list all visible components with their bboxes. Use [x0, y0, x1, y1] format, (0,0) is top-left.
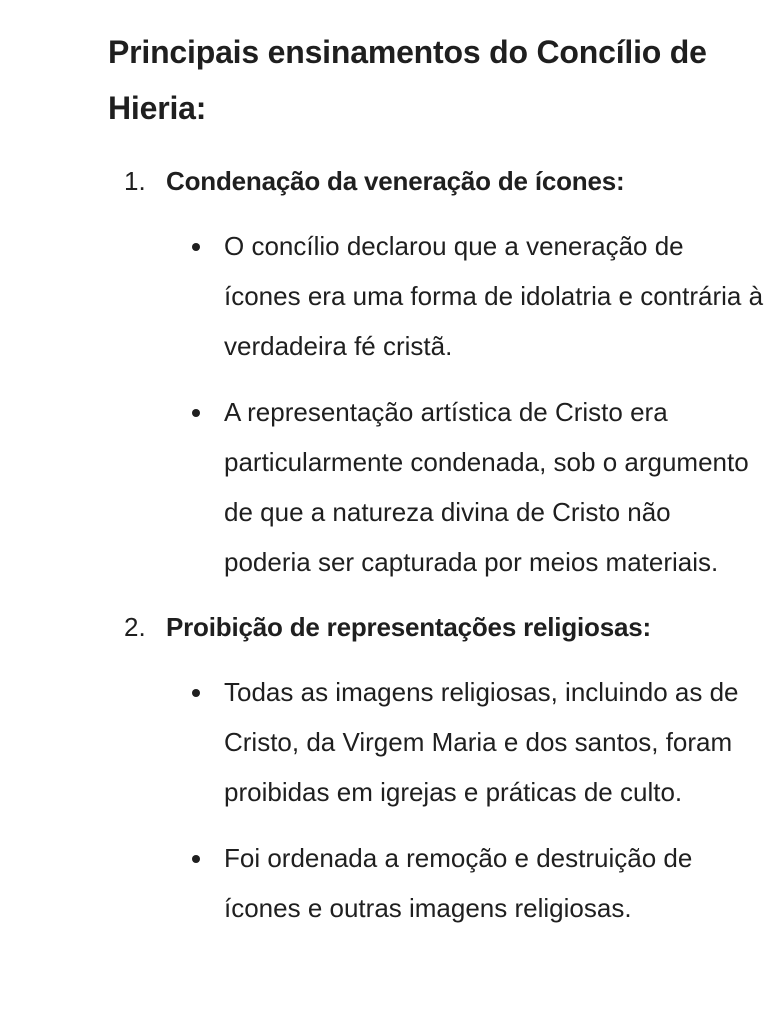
teaching-title: Proibição de representações religiosas:: [166, 612, 651, 642]
teaching-bullets: [108, 667, 768, 933]
bullet-dot-icon: [192, 689, 200, 697]
bullet-item: [108, 221, 764, 371]
teaching-item-2: [108, 602, 768, 933]
bullet-text: A representação artística de Cristo era particularmente condenada, sob o argumento de que a natureza divina de Cristo não poderia ser capturada por meios materiais.: [224, 397, 749, 577]
teaching-number: 2.: [124, 612, 146, 642]
bullet-item: [108, 833, 764, 933]
teaching-bullets: [108, 221, 768, 587]
teaching-header: [108, 602, 768, 652]
article-content: [108, 24, 768, 933]
teaching-title: Condenação da veneração de ícones:: [166, 166, 625, 196]
teaching-item-1: [108, 156, 768, 587]
bullet-dot-icon: [192, 409, 200, 417]
bullet-text: O concílio declarou que a veneração de ícones era uma forma de idolatria e contrária à verdadeira fé cristã.: [224, 231, 764, 361]
teaching-header: [108, 156, 768, 206]
bullet-dot-icon: [192, 243, 200, 251]
page-heading: Principais ensinamentos do Concílio de Hieria:: [108, 34, 707, 126]
bullet-text: Foi ordenada a remoção e destruição de ícones e outras imagens religiosas.: [224, 843, 693, 923]
bullet-dot-icon: [192, 855, 200, 863]
teachings-list: [108, 156, 768, 933]
bullet-item: [108, 387, 764, 587]
teaching-number: 1.: [124, 166, 146, 196]
bullet-text: Todas as imagens religiosas, incluindo as de Cristo, da Virgem Maria e dos santos, foram proibidas em igrejas e práticas de culto.: [224, 677, 739, 807]
bullet-item: [108, 667, 764, 817]
